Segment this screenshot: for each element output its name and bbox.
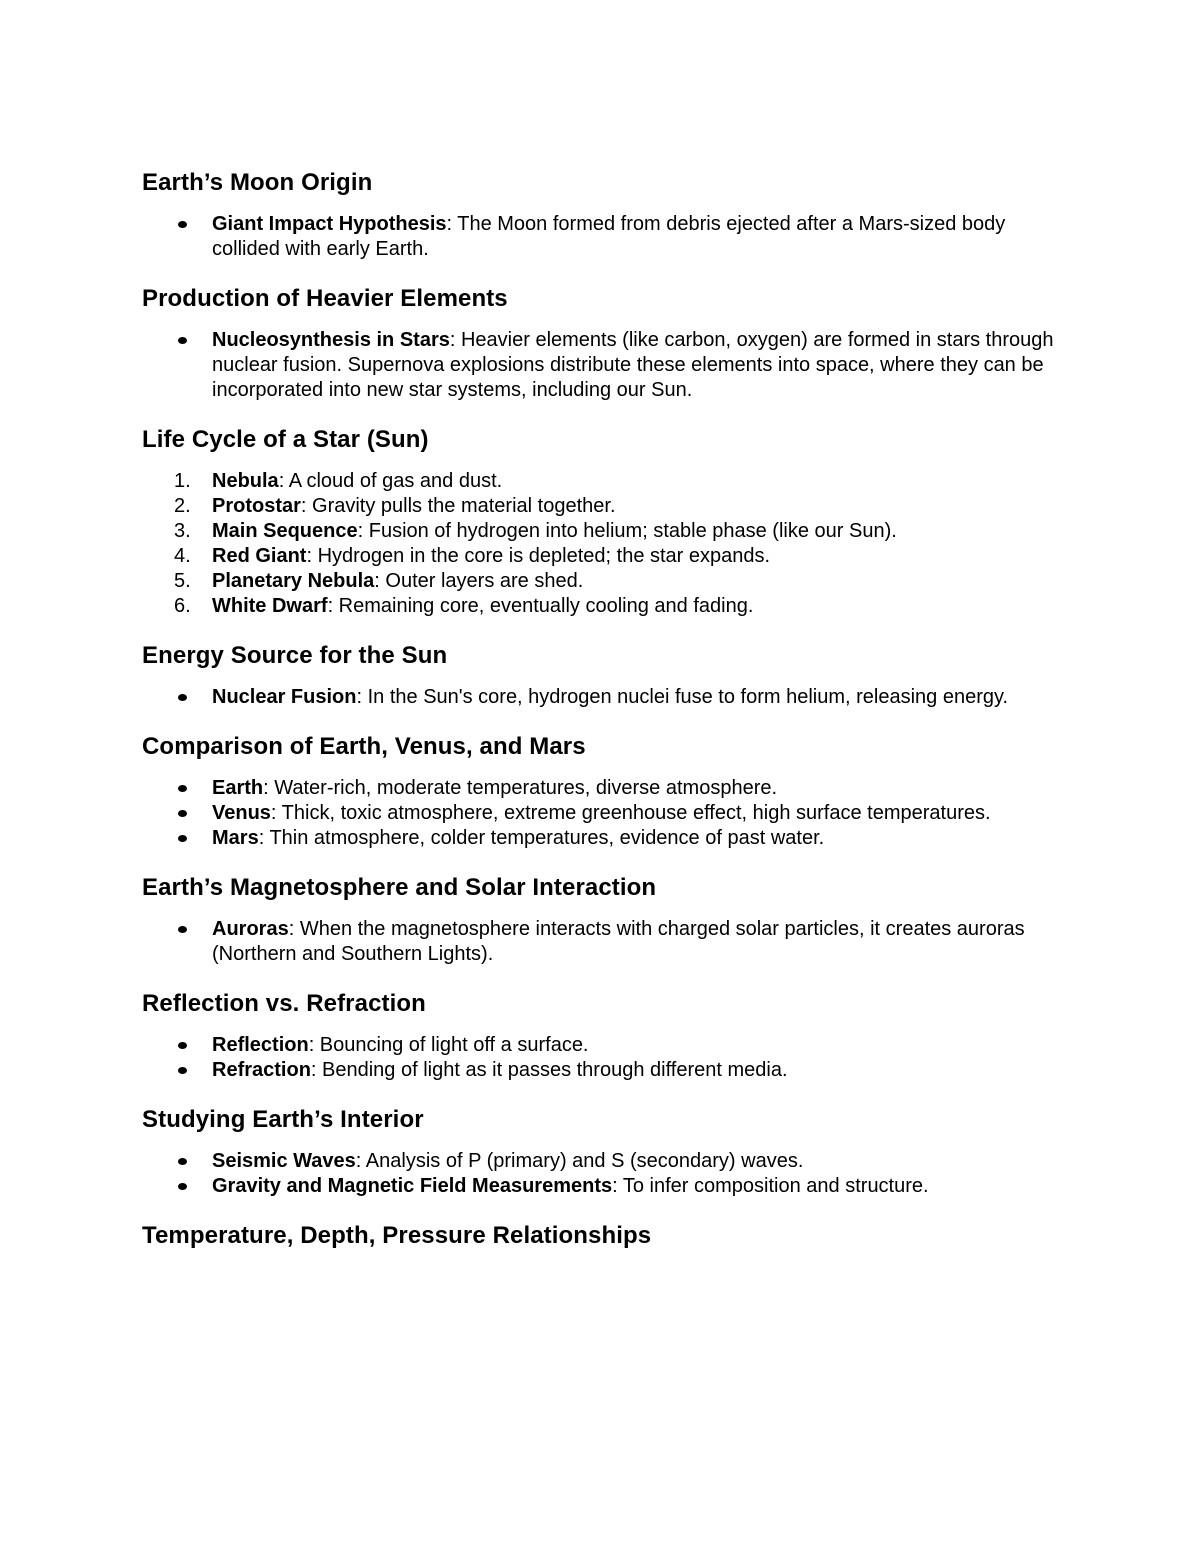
item-description: : Bouncing of light off a surface. xyxy=(308,1034,589,1056)
list-number: 3. xyxy=(174,520,191,542)
section-heading: Earth’s Magnetosphere and Solar Interaction xyxy=(142,874,657,901)
item-description: : Analysis of P (primary) and S (secondary) waves. xyxy=(355,1150,804,1172)
bullet-icon xyxy=(178,337,187,344)
item-term: Nucleosynthesis in Stars xyxy=(212,329,450,351)
item-description: : Bending of light as it passes through different media. xyxy=(310,1059,788,1081)
item-description: : In the Sun's core, hydrogen nuclei fuse to form helium, releasing energy. xyxy=(356,686,1009,708)
section-heading: Comparison of Earth, Venus, and Mars xyxy=(142,733,586,760)
bullet-icon xyxy=(178,221,187,228)
section xyxy=(142,732,1072,851)
section xyxy=(142,1221,1072,1251)
section xyxy=(142,284,1072,403)
list-item xyxy=(142,801,1072,826)
item-term: Reflection xyxy=(212,1034,309,1056)
list-item xyxy=(142,569,1072,594)
list-item xyxy=(142,328,1072,403)
item-term: Giant Impact Hypothesis xyxy=(212,213,447,235)
bullet-list xyxy=(142,685,1072,710)
list-item xyxy=(142,826,1072,851)
bullet-icon xyxy=(178,835,187,842)
section-heading: Energy Source for the Sun xyxy=(142,642,448,669)
item-term: Nebula xyxy=(212,470,279,492)
list-item xyxy=(142,594,1072,619)
bullet-list xyxy=(142,328,1072,403)
item-term: Earth xyxy=(212,777,264,799)
item-term: Protostar xyxy=(212,495,301,517)
item-description: : Gravity pulls the material together. xyxy=(300,495,616,517)
item-term: White Dwarf xyxy=(212,595,328,617)
document-content xyxy=(142,168,1072,1265)
section-heading: Reflection vs. Refraction xyxy=(142,990,426,1017)
numbered-list xyxy=(142,469,1072,619)
section xyxy=(142,989,1072,1083)
item-description: : Thin atmosphere, colder temperatures, evidence of past water. xyxy=(258,827,825,849)
bullet-list xyxy=(142,776,1072,851)
item-term: Main Sequence xyxy=(212,520,358,542)
list-item xyxy=(142,544,1072,569)
section-heading: Life Cycle of a Star (Sun) xyxy=(142,426,429,453)
item-term: Gravity and Magnetic Field Measurements xyxy=(212,1175,613,1197)
section xyxy=(142,425,1072,619)
item-term: Seismic Waves xyxy=(212,1150,356,1172)
item-description: : Remaining core, eventually cooling and fading. xyxy=(327,595,754,617)
list-item xyxy=(142,1058,1072,1083)
bullet-icon xyxy=(178,785,187,792)
list-item xyxy=(142,776,1072,801)
item-term: Venus xyxy=(212,802,271,824)
bullet-list xyxy=(142,1149,1072,1199)
item-term: Auroras xyxy=(212,918,289,940)
item-description: : Outer layers are shed. xyxy=(374,570,584,592)
section xyxy=(142,1105,1072,1199)
item-description: : Thick, toxic atmosphere, extreme greenhouse effect, high surface temperatures. xyxy=(270,802,991,824)
section-heading: Temperature, Depth, Pressure Relationships xyxy=(142,1222,652,1249)
list-item xyxy=(142,1033,1072,1058)
list-item xyxy=(142,469,1072,494)
bullet-icon xyxy=(178,1067,187,1074)
section xyxy=(142,641,1072,710)
section xyxy=(142,168,1072,262)
item-description: : The Moon formed from debris ejected after a Mars-sized body collided with early Earth. xyxy=(212,213,1006,260)
item-description: : Hydrogen in the core is depleted; the star expands. xyxy=(306,545,771,567)
list-item xyxy=(142,212,1072,262)
bullet-icon xyxy=(178,694,187,701)
section-heading: Studying Earth’s Interior xyxy=(142,1106,424,1133)
list-number: 6. xyxy=(174,595,191,617)
item-description: : Heavier elements (like carbon, oxygen) are formed in stars through nuclear fusion. Supernova explosions distribute these elements into space, where they can be incorporated into new star systems, including our Sun. xyxy=(212,329,1054,401)
bullet-icon xyxy=(178,1183,187,1190)
item-term: Planetary Nebula xyxy=(212,570,375,592)
section-heading: Production of Heavier Elements xyxy=(142,285,508,312)
list-item xyxy=(142,1174,1072,1199)
section-heading: Earth’s Moon Origin xyxy=(142,169,373,196)
bullet-list xyxy=(142,1033,1072,1083)
item-description: : Fusion of hydrogen into helium; stable phase (like our Sun). xyxy=(357,520,897,542)
item-description: : When the magnetosphere interacts with charged solar particles, it creates auroras (Northern and Southern Lights). xyxy=(212,918,1025,965)
bullet-list xyxy=(142,917,1072,967)
list-number: 1. xyxy=(174,470,191,492)
list-number: 2. xyxy=(174,495,191,517)
bullet-icon xyxy=(178,1042,187,1049)
bullet-list xyxy=(142,212,1072,262)
item-term: Nuclear Fusion xyxy=(212,686,357,708)
list-item xyxy=(142,685,1072,710)
item-term: Red Giant xyxy=(212,545,307,567)
list-item xyxy=(142,917,1072,967)
list-item xyxy=(142,1149,1072,1174)
bullet-icon xyxy=(178,810,187,817)
section xyxy=(142,873,1072,967)
list-number: 4. xyxy=(174,545,191,567)
bullet-icon xyxy=(178,926,187,933)
item-description: : A cloud of gas and dust. xyxy=(278,470,503,492)
bullet-icon xyxy=(178,1158,187,1165)
list-item xyxy=(142,494,1072,519)
item-term: Refraction xyxy=(212,1059,311,1081)
item-description: : To infer composition and structure. xyxy=(612,1175,929,1197)
list-item xyxy=(142,519,1072,544)
item-term: Mars xyxy=(212,827,259,849)
item-description: : Water-rich, moderate temperatures, diverse atmosphere. xyxy=(263,777,778,799)
list-number: 5. xyxy=(174,570,191,592)
